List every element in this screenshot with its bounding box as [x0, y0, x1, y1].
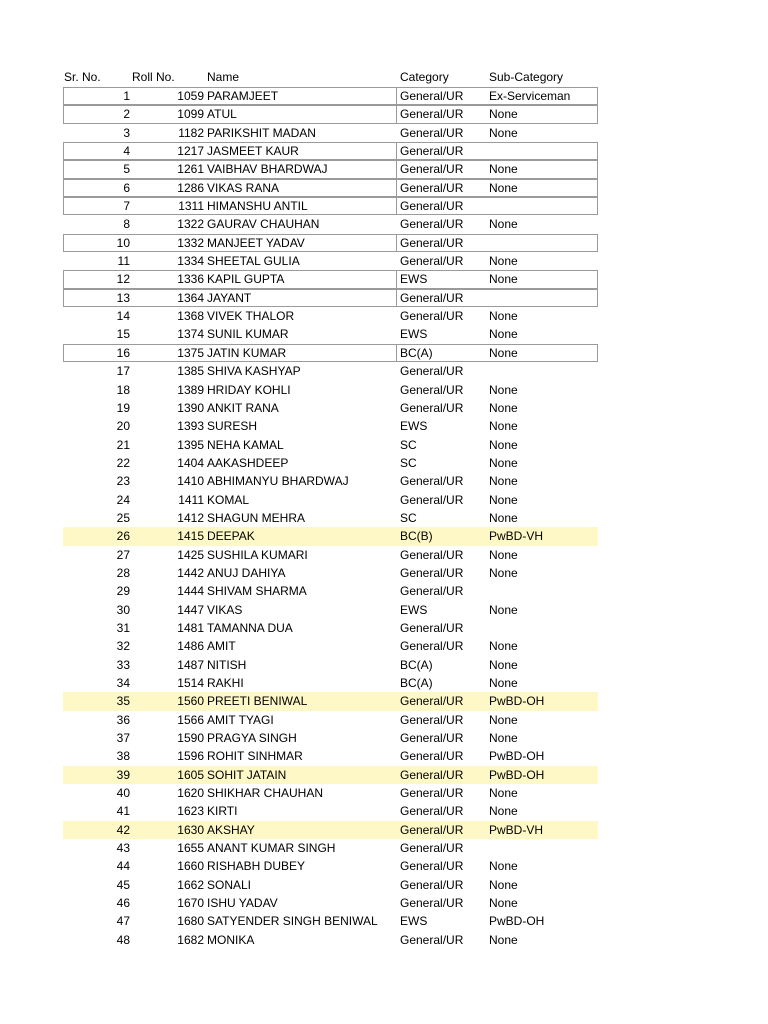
cell-category: General/UR: [400, 199, 464, 214]
cell-name: RISHABH DUBEY: [207, 859, 306, 874]
cell-category: SC: [400, 437, 417, 452]
cell-sub-category: None: [489, 382, 518, 397]
cell-roll-no: 1286: [177, 180, 204, 195]
cell-sub-category: None: [489, 712, 518, 727]
cell-name: ATUL: [207, 105, 397, 123]
table-row: [63, 766, 598, 784]
cell-category: General/UR: [400, 382, 464, 397]
cell-name: SHAGUN MEHRA: [207, 510, 306, 525]
cell-sub-category: None: [489, 474, 518, 489]
cell-category: General/UR: [400, 749, 464, 764]
cell-sub-category: None: [489, 492, 518, 507]
cell-category: General/UR: [400, 822, 464, 837]
cell-sr-no: 11: [117, 254, 130, 269]
cell-roll-no: 1336: [177, 272, 204, 287]
cell-roll-no: 1655: [177, 841, 204, 856]
table-row: [63, 454, 598, 472]
cell-sr-no: 2: [123, 107, 130, 122]
cell-sub-category: None: [489, 327, 518, 342]
cell-category: General/UR: [400, 932, 464, 947]
cell-name: JAYANT: [207, 289, 397, 307]
cell-name: SOHIT JATAIN: [207, 767, 287, 782]
cell-sub-category: None: [489, 345, 518, 360]
cell-name: SURESH: [207, 419, 258, 434]
cell-roll-no: 1368: [177, 309, 204, 324]
table-row: [63, 637, 598, 655]
cell-name: KAPIL GUPTA: [207, 270, 397, 288]
cell-sr-no: 27: [116, 547, 130, 562]
table-row: [63, 912, 598, 930]
cell-roll-no: 1261: [177, 162, 204, 177]
cell-category: General/UR: [400, 877, 464, 892]
table-row: [63, 527, 598, 545]
cell-sr-no: 22: [116, 455, 130, 470]
cell-sub-category: None: [489, 510, 518, 525]
table-row: [63, 436, 598, 454]
cell-sr-no: 38: [116, 749, 130, 764]
cell-roll-no: 1566: [177, 712, 204, 727]
cell-name: HIMANSHU ANTIL: [207, 197, 397, 215]
cell-roll-no: 1444: [177, 584, 204, 599]
cell-category: General/UR: [400, 107, 464, 122]
cell-roll-no: 1660: [177, 859, 204, 874]
table-row: [63, 564, 598, 582]
cell-roll-no: 1311: [178, 199, 204, 214]
table-row: [63, 160, 598, 178]
cell-sub-category: None: [489, 804, 518, 819]
cell-sub-category: PwBD-VH: [489, 529, 544, 544]
cell-sr-no: 15: [116, 327, 130, 342]
cell-sr-no: 14: [116, 309, 130, 324]
cell-sr-no: 16: [116, 345, 130, 360]
cell-sub-category: None: [489, 657, 518, 672]
cell-roll-no: 1411: [178, 492, 204, 507]
table-row: [63, 179, 598, 197]
cell-category: BC(A): [400, 345, 433, 360]
cell-sub-category: None: [489, 180, 518, 195]
cell-sr-no: 4: [123, 144, 130, 159]
cell-category: General/UR: [400, 217, 464, 232]
table-row: [63, 546, 598, 564]
cell-name: VIKAS: [207, 602, 243, 617]
cell-name: SONALI: [207, 877, 252, 892]
cell-category: EWS: [400, 914, 428, 929]
cell-name: ANKIT RANA: [207, 400, 279, 415]
cell-sr-no: 40: [116, 786, 130, 801]
table-row: [63, 87, 598, 105]
cell-sr-no: 10: [116, 235, 130, 250]
table-row: [63, 399, 598, 417]
cell-roll-no: 1374: [177, 327, 204, 342]
cell-roll-no: 1410: [177, 474, 204, 489]
cell-category: General/UR: [400, 254, 464, 269]
cell-sub-category: PwBD-OH: [489, 694, 545, 709]
cell-sr-no: 47: [116, 914, 130, 929]
cell-sr-no: 25: [116, 510, 130, 525]
cell-name: MONIKA: [207, 932, 255, 947]
cell-roll-no: 1375: [177, 345, 204, 360]
cell-sr-no: 18: [116, 382, 130, 397]
cell-name: SHIKHAR CHAUHAN: [207, 786, 324, 801]
table-row: [63, 491, 598, 509]
cell-roll-no: 1182: [178, 125, 204, 140]
table-row: [63, 729, 598, 747]
cell-sr-no: 43: [116, 841, 130, 856]
candidate-list-table: [63, 68, 598, 949]
cell-category: General/UR: [400, 492, 464, 507]
cell-sub-category: None: [489, 602, 518, 617]
cell-sr-no: 30: [116, 602, 130, 617]
cell-name: SUNIL KUMAR: [207, 327, 289, 342]
cell-name: AAKASHDEEP: [207, 455, 289, 470]
cell-category: General/UR: [400, 731, 464, 746]
table-row: [63, 234, 598, 252]
cell-sub-category: PwBD-OH: [489, 767, 545, 782]
cell-category: General/UR: [400, 89, 464, 103]
cell-name: PRAGYA SINGH: [207, 731, 297, 746]
cell-sub-category: None: [489, 309, 518, 324]
cell-category: General/UR: [400, 620, 464, 635]
cell-roll-no: 1590: [177, 731, 204, 746]
cell-roll-no: 1486: [177, 639, 204, 654]
table-row: [63, 674, 598, 692]
cell-sr-no: 28: [116, 565, 130, 580]
cell-name: SHIVA KASHYAP: [207, 364, 301, 379]
cell-category: General/UR: [400, 639, 464, 654]
cell-name: SUSHILA KUMARI: [207, 547, 308, 562]
cell-name: PREETI BENIWAL: [207, 694, 308, 709]
cell-category: SC: [400, 455, 417, 470]
cell-sr-no: 26: [116, 529, 130, 544]
cell-sr-no: 12: [116, 272, 130, 287]
cell-sub-category: None: [489, 786, 518, 801]
cell-name: ABHIMANYU BHARDWAJ: [207, 474, 349, 489]
table-row: [63, 142, 598, 160]
table-row: [63, 894, 598, 912]
table-row: [63, 509, 598, 527]
table-row: [63, 747, 598, 765]
cell-sr-no: 29: [116, 584, 130, 599]
cell-category: General/UR: [400, 712, 464, 727]
table-row: [63, 344, 598, 362]
table-row: [63, 839, 598, 857]
cell-category: General/UR: [400, 896, 464, 911]
cell-sr-no: 33: [116, 657, 130, 672]
cell-name: RAKHI: [207, 676, 244, 690]
cell-sub-category: None: [489, 896, 518, 911]
cell-roll-no: 1415: [177, 529, 204, 544]
cell-roll-no: 1442: [177, 565, 204, 580]
cell-roll-no: 1390: [177, 400, 204, 415]
cell-category: EWS: [400, 272, 428, 287]
cell-sub-category: None: [489, 162, 518, 177]
cell-name: AMIT: [207, 639, 236, 654]
cell-sub-category: None: [489, 400, 518, 415]
cell-name: ISHU YADAV: [207, 896, 278, 911]
cell-sub-category: None: [489, 676, 518, 690]
cell-roll-no: 1385: [177, 364, 204, 379]
cell-sr-no: 31: [116, 620, 130, 635]
cell-sub-category: None: [489, 731, 518, 746]
cell-name: ANANT KUMAR SINGH: [207, 841, 336, 856]
header-sub-category: Sub-Category: [489, 70, 564, 84]
cell-sr-no: 44: [116, 859, 130, 874]
cell-category: General/UR: [400, 804, 464, 819]
cell-category: General/UR: [400, 584, 464, 599]
cell-category: EWS: [400, 419, 428, 434]
cell-sub-category: None: [489, 859, 518, 874]
cell-roll-no: 1334: [177, 254, 204, 269]
table-row: [63, 619, 598, 637]
table-row: [63, 325, 598, 343]
cell-sub-category: None: [489, 565, 518, 580]
cell-name: VIKAS RANA: [207, 179, 397, 197]
cell-category: General/UR: [400, 859, 464, 874]
cell-roll-no: 1630: [177, 822, 204, 837]
cell-name: PARAMJEET: [207, 87, 397, 105]
cell-name: AMIT TYAGI: [207, 712, 274, 727]
table-row: [63, 601, 598, 619]
cell-name: ROHIT SINHMAR: [207, 749, 303, 764]
cell-category: General/UR: [400, 474, 464, 489]
cell-sr-no: 7: [123, 199, 130, 214]
cell-sub-category: None: [489, 272, 518, 287]
table-row: [63, 289, 598, 307]
table-header-row: [63, 68, 598, 87]
cell-category: General/UR: [400, 400, 464, 415]
cell-category: General/UR: [400, 565, 464, 580]
cell-roll-no: 1447: [177, 602, 204, 617]
table-row: [63, 417, 598, 435]
cell-roll-no: 1412: [177, 510, 204, 525]
cell-roll-no: 1487: [177, 657, 204, 672]
table-row: [63, 802, 598, 820]
cell-category: General/UR: [400, 162, 464, 177]
cell-sub-category: None: [489, 877, 518, 892]
cell-roll-no: 1099: [177, 107, 204, 122]
cell-category: General/UR: [400, 309, 464, 324]
cell-sr-no: 21: [116, 437, 130, 452]
table-row: [63, 381, 598, 399]
cell-roll-no: 1680: [177, 914, 204, 929]
table-row: [63, 124, 598, 142]
cell-sub-category: None: [489, 932, 518, 947]
cell-category: General/UR: [400, 290, 464, 305]
cell-sr-no: 6: [123, 180, 130, 195]
header-roll-no: Roll No.: [132, 70, 175, 84]
cell-roll-no: 1059: [177, 89, 204, 103]
cell-roll-no: 1322: [177, 217, 204, 232]
cell-sr-no: 35: [116, 694, 130, 709]
cell-sr-no: 46: [116, 896, 130, 911]
table-row: [63, 307, 598, 325]
table-row: [63, 656, 598, 674]
cell-category: EWS: [400, 327, 428, 342]
table-row: [63, 215, 598, 233]
cell-roll-no: 1364: [177, 290, 204, 305]
cell-sr-no: 37: [116, 731, 130, 746]
cell-roll-no: 1217: [177, 144, 204, 159]
cell-roll-no: 1620: [177, 786, 204, 801]
cell-name: JATIN KUMAR: [207, 344, 397, 362]
cell-sub-category: PwBD-OH: [489, 914, 545, 929]
cell-sub-category: Ex-Serviceman: [489, 89, 571, 103]
cell-roll-no: 1662: [177, 877, 204, 892]
table-row: [63, 362, 598, 380]
cell-roll-no: 1514: [177, 676, 204, 690]
cell-roll-no: 1596: [177, 749, 204, 764]
cell-sr-no: 34: [116, 676, 130, 690]
cell-roll-no: 1670: [177, 896, 204, 911]
cell-roll-no: 1425: [177, 547, 204, 562]
cell-sr-no: 23: [116, 474, 130, 489]
cell-category: General/UR: [400, 125, 464, 140]
cell-sub-category: None: [489, 217, 518, 232]
cell-category: General/UR: [400, 144, 464, 159]
cell-sr-no: 20: [116, 419, 130, 434]
header-sr-no: Sr. No.: [64, 70, 101, 84]
cell-name: KOMAL: [207, 492, 250, 507]
table-row: [63, 784, 598, 802]
cell-roll-no: 1393: [177, 419, 204, 434]
table-row: [63, 472, 598, 490]
cell-name: TAMANNA DUA: [207, 620, 293, 635]
cell-sr-no: 48: [116, 932, 130, 947]
table-row: [63, 821, 598, 839]
cell-sub-category: None: [489, 419, 518, 434]
cell-name: PARIKSHIT MADAN: [207, 125, 316, 140]
cell-category: BC(A): [400, 657, 433, 672]
cell-name: AKSHAY: [207, 822, 255, 837]
cell-sr-no: 8: [123, 217, 130, 232]
cell-name: SATYENDER SINGH BENIWAL: [207, 914, 378, 929]
table-row: [63, 582, 598, 600]
cell-roll-no: 1682: [177, 932, 204, 947]
cell-sr-no: 42: [116, 822, 130, 837]
cell-name: KIRTI: [207, 804, 238, 819]
cell-name: SHEETAL GULIA: [207, 254, 300, 269]
table-row: [63, 692, 598, 710]
cell-roll-no: 1481: [177, 620, 204, 635]
cell-category: SC: [400, 510, 417, 525]
table-row: [63, 105, 598, 123]
cell-sr-no: 1: [123, 89, 130, 103]
table-body: [63, 87, 598, 949]
cell-name: HRIDAY KOHLI: [207, 382, 291, 397]
cell-sr-no: 19: [116, 400, 130, 415]
cell-category: EWS: [400, 602, 428, 617]
table-row: [63, 857, 598, 875]
header-name: Name: [207, 70, 240, 84]
cell-sr-no: 32: [116, 639, 130, 654]
cell-roll-no: 1605: [177, 767, 204, 782]
cell-roll-no: 1395: [177, 437, 204, 452]
table-row: [63, 711, 598, 729]
cell-name: ANUJ DAHIYA: [207, 565, 286, 580]
cell-category: General/UR: [400, 180, 464, 195]
cell-category: General/UR: [400, 364, 464, 379]
cell-sr-no: 24: [116, 492, 130, 507]
cell-sr-no: 17: [116, 364, 130, 379]
cell-sr-no: 45: [116, 877, 130, 892]
cell-category: General/UR: [400, 694, 464, 709]
cell-name: NITISH: [207, 657, 247, 672]
cell-sr-no: 5: [123, 162, 130, 177]
cell-roll-no: 1560: [177, 694, 204, 709]
cell-sub-category: None: [489, 107, 518, 122]
cell-sr-no: 3: [123, 125, 130, 140]
cell-name: MANJEET YADAV: [207, 234, 397, 252]
cell-roll-no: 1332: [177, 235, 204, 250]
cell-category: General/UR: [400, 841, 464, 856]
cell-sub-category: None: [489, 437, 518, 452]
cell-sub-category: None: [489, 455, 518, 470]
cell-sr-no: 41: [116, 804, 130, 819]
cell-sub-category: None: [489, 254, 518, 269]
cell-category: BC(A): [400, 676, 433, 690]
cell-sub-category: PwBD-OH: [489, 749, 545, 764]
cell-roll-no: 1623: [177, 804, 204, 819]
cell-roll-no: 1404: [177, 455, 204, 470]
cell-name: DEEPAK: [207, 529, 255, 544]
cell-category: General/UR: [400, 235, 464, 250]
cell-name: NEHA KAMAL: [207, 437, 284, 452]
cell-sr-no: 39: [116, 767, 130, 782]
cell-category: General/UR: [400, 786, 464, 801]
table-row: [63, 197, 598, 215]
cell-name: GAURAV CHAUHAN: [207, 217, 320, 232]
cell-name: SHIVAM SHARMA: [207, 584, 307, 599]
cell-category: General/UR: [400, 767, 464, 782]
cell-category: General/UR: [400, 547, 464, 562]
table-row: [63, 931, 598, 949]
cell-sub-category: None: [489, 547, 518, 562]
cell-sub-category: None: [489, 639, 518, 654]
header-category: Category: [400, 70, 449, 84]
cell-category: BC(B): [400, 529, 433, 544]
table-row: [63, 252, 598, 270]
cell-sr-no: 13: [116, 290, 130, 305]
cell-sr-no: 36: [116, 712, 130, 727]
cell-sub-category: None: [489, 125, 518, 140]
table-row: [63, 876, 598, 894]
cell-name: JASMEET KAUR: [207, 142, 397, 160]
cell-roll-no: 1389: [177, 382, 204, 397]
cell-name: VIVEK THALOR: [207, 309, 295, 324]
table-row: [63, 270, 598, 288]
cell-sub-category: PwBD-VH: [489, 822, 544, 837]
cell-name: VAIBHAV BHARDWAJ: [207, 160, 397, 178]
